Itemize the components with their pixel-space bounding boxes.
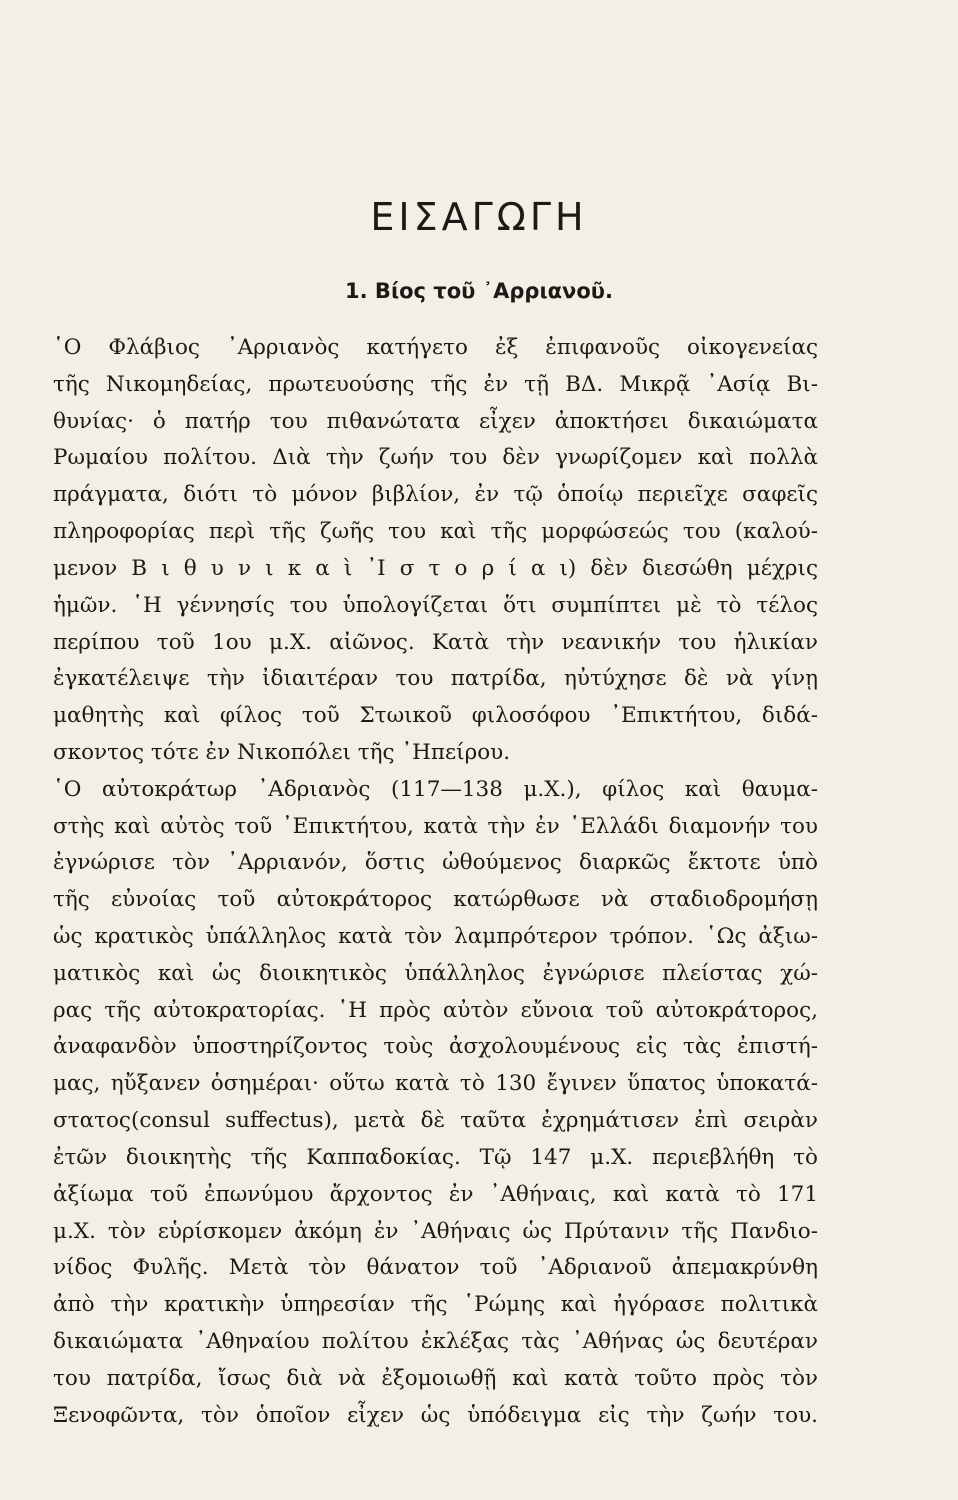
text-line: σκοντος τότε ἐν Νικοπόλει τῆς ᾿Ηπείρου. [53, 739, 511, 765]
text-line: Ξενοφῶντα, τὸν ὁποῖον εἶχεν ὡς ὑπόδειγμα εἰς τὴν ζωήν του. [53, 1402, 818, 1428]
text-line: πράγματα, διότι τὸ μόνον βιβλίον, ἐν τῷ ὁποίῳ περιεῖχε σαφεῖς [53, 482, 818, 508]
text-line: δικαιώματα ᾿Αθηναίου πολίτου ἐκλέξας τὰς ᾿Αθήνας ὡς δευτέραν [53, 1328, 818, 1354]
text-line: μ.Χ. τὸν εὑρίσκομεν ἀκόμη ἐν ᾿Αθήναις ὡς Πρύτανιν τῆς Πανδιο- [53, 1218, 818, 1244]
text-line: στὴς καὶ αὐτὸς τοῦ ᾿Επικτήτου, κατὰ τὴν ἐν ῾Ελλάδι διαμονήν του [53, 813, 818, 839]
text-line: πληροφορίας περὶ τῆς ζωῆς του καὶ τῆς μορφώσεώς του (καλού- [53, 519, 818, 545]
text-line: ῾Ο αὐτοκράτωρ ᾿Αδριανὸς (117—138 μ.Χ.), φίλος καὶ θαυμα- [53, 776, 818, 802]
text-line: μενον Β ι θ υ ν ι κ α ὶ ᾿Ι σ τ ο ρ ί α ι) δὲν διεσώθη μέχρις [53, 555, 818, 581]
body-text [53, 330, 818, 1434]
text-line: ἀξίωμα τοῦ ἐπωνύμου ἄρχοντος ἐν ᾿Αθήναις, καὶ κατὰ τὸ 171 [53, 1181, 818, 1207]
text-line: Ρωμαίου πολίτου. Διὰ τὴν ζωήν του δὲν γνωρίζομεν καὶ πολλὰ [53, 445, 818, 471]
text-line: του πατρίδα, ἴσως διὰ νὰ ἐξομοιωθῇ καὶ κατὰ τοῦτο πρὸς τὸν [53, 1365, 818, 1391]
text-line: θυνίας· ὁ πατήρ του πιθανώτατα εἶχεν ἀποκτήσει δικαιώματα [53, 408, 818, 434]
text-line: περίπου τοῦ 1ου μ.Χ. αἰῶνος. Κατὰ τὴν νεανικήν του ἡλικίαν [53, 629, 818, 655]
text-line: νίδος Φυλῆς. Μετὰ τὸν θάνατον τοῦ ᾿Αδριανοῦ ἀπεμακρύνθη [53, 1255, 818, 1281]
text-line: ἐγνώρισε τὸν ᾿Αρριανόν, ὅστις ὠθούμενος διαρκῶς ἔκτοτε ὑπὸ [53, 850, 818, 876]
text-line: στατος(consul suffectus), μετὰ δὲ ταῦτα ἐχρημάτισεν ἐπὶ σειρὰν [53, 1108, 818, 1134]
chapter-heading: ΕΙΣΑΓΩΓΗ [370, 195, 588, 239]
text-line: ρας τῆς αὐτοκρατορίας. ῾Η πρὸς αὐτὸν εὔνοια τοῦ αὐτοκράτορος, [53, 997, 818, 1023]
text-line: τῆς Νικομηδείας, πρωτευούσης τῆς ἐν τῇ ΒΔ. Μικρᾷ ᾿Ασίᾳ Βι- [53, 371, 818, 397]
text-line: ματικὸς καὶ ὡς διοικητικὸς ὑπάλληλος ἐγνώρισε πλείστας χώ- [53, 960, 818, 986]
text-line: ἐτῶν διοικητὴς τῆς Καππαδοκίας. Τῷ 147 μ.Χ. περιεβλήθη τὸ [53, 1144, 818, 1170]
text-line: μας, ηὔξανεν ὁσημέραι· οὕτω κατὰ τὸ 130 ἔγινεν ὕπατος ὑποκατά- [53, 1071, 818, 1097]
text-line: ἐγκατέλειψε τὴν ἰδιαιτέραν του πατρίδα, ηὐτύχησε δὲ νὰ γίνῃ [53, 666, 818, 692]
text-line: ῾Ο Φλάβιος ᾿Αρριανὸς κατήγετο ἐξ ἐπιφανοῦς οἰκογενείας [53, 335, 818, 360]
text-line: ἡμῶν. ῾Η γέννησίς του ὑπολογίζεται ὅτι συμπίπτει μὲ τὸ τέλος [53, 592, 818, 618]
text-line: μαθητὴς καὶ φίλος τοῦ Στωικοῦ φιλοσόφου ᾿Επικτήτου, διδά- [53, 703, 818, 729]
section-title: 1. Βίος τοῦ ᾿Αρριανοῦ. [345, 279, 613, 303]
text-line: τῆς εὐνοίας τοῦ αὐτοκράτορος κατώρθωσε νὰ σταδιοδρομήσῃ [53, 887, 818, 913]
text-line: ἀναφανδὸν ὑποστηρίζοντος τοὺς ἀσχολουμένους εἰς τὰς ἐπιστή- [53, 1034, 818, 1060]
text-line: ἀπὸ τὴν κρατικὴν ὑπηρεσίαν τῆς ῾Ρώμης καὶ ἠγόρασε πολιτικὰ [53, 1292, 818, 1318]
text-line: ὡς κρατικὸς ὑπάλληλος κατὰ τὸν λαμπρότερον τρόπον. ῾Ως ἀξιω- [53, 924, 818, 949]
